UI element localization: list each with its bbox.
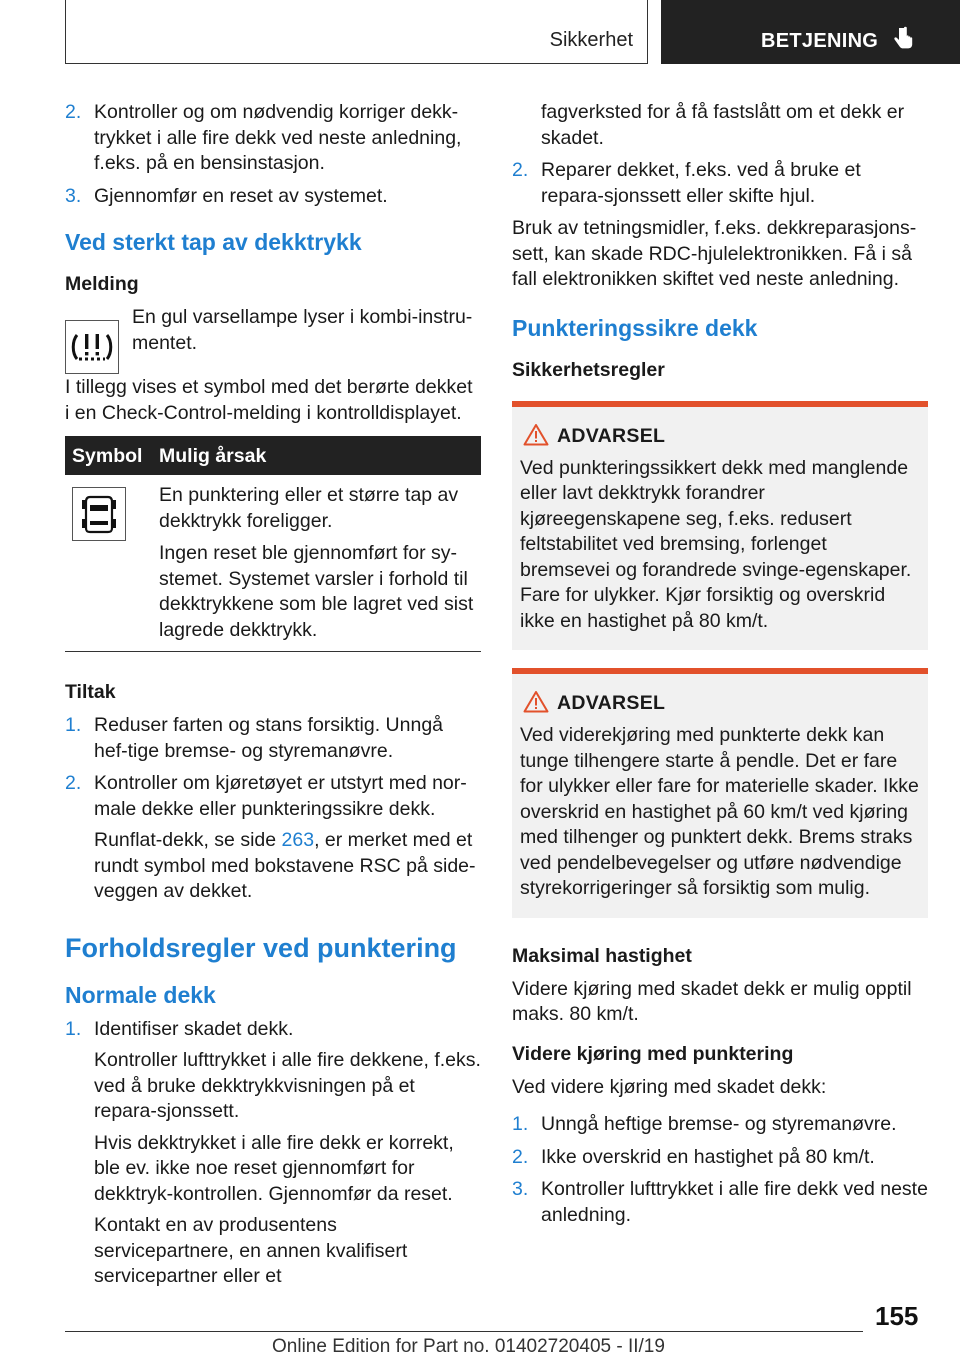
list-item bbox=[65, 771, 481, 905]
repair-list bbox=[512, 158, 928, 209]
item-number: 2. bbox=[65, 101, 82, 123]
item-text: Identifiser skadet dekk. bbox=[94, 1017, 294, 1040]
list-item bbox=[65, 184, 481, 210]
message-block bbox=[65, 305, 481, 367]
item-text: Kontroller lufttrykket i alle fire dekk ved neste anledning. bbox=[541, 1178, 928, 1226]
warning-box-2 bbox=[512, 668, 928, 918]
item-text: Gjennomfør en reset av systemet. bbox=[94, 184, 388, 207]
tire-pressure-warning-icon bbox=[65, 320, 119, 374]
item-number: 1. bbox=[65, 1017, 82, 1040]
runflat-text-post: , er merket med et rundt symbol med bokstavene RSC på side-veggen av dekket. bbox=[94, 829, 476, 902]
right-column bbox=[512, 100, 928, 1235]
item-number: 3. bbox=[512, 1178, 529, 1200]
warning-text: Ved punkteringssikkert dekk med manglende eller lavt dekktrykk forandrer kjøreegenskapene seg, f.eks. redusert feltstabilitet ved bremsing, forlenget bremsevei og forandrede svinge-egenskaper. Fare for ulykker. Kjør forsiktig og overskrid ikke en hastighet på 80 km/t. bbox=[520, 456, 912, 632]
warning-title bbox=[557, 425, 920, 448]
warning-triangle-icon bbox=[523, 423, 549, 446]
symbol-table bbox=[65, 436, 481, 652]
left-column bbox=[65, 100, 481, 1297]
item-subtext: Kontroller lufttrykket i alle fire dekkene, f.eks. ved å bruke dekktrykkvisningen på et repara-sjonssett. bbox=[94, 1049, 481, 1122]
steps-list-a bbox=[65, 100, 481, 209]
label-max-speed: Maksimal hastighet bbox=[512, 944, 692, 967]
section-tab bbox=[65, 0, 648, 64]
chapter-tab bbox=[661, 0, 960, 64]
list-item bbox=[65, 1017, 481, 1290]
footer-edition: Online Edition for Part no. 01402720405 - II/19 bbox=[272, 1336, 665, 1357]
pointing-hand-icon bbox=[893, 26, 915, 52]
chapter-title: BETJENING bbox=[761, 30, 879, 52]
runflat-text-pre: Runflat-dekk, se side bbox=[94, 829, 282, 851]
heading-pressure-loss: Ved sterkt tap av dekktrykk bbox=[65, 229, 362, 255]
cause-2: Ingen reset ble gjennomført for sy-stemet. Systemet varsler i forhold til dekktrykkene som ble lagret ved sist lagrede dekktrykk. bbox=[159, 542, 474, 641]
heading-runflat: Punkteringssikre dekk bbox=[512, 314, 758, 341]
item-number: 1. bbox=[512, 1113, 529, 1135]
label-melding: Melding bbox=[65, 273, 139, 295]
col-symbol: Symbol bbox=[72, 445, 143, 467]
runflat-note bbox=[94, 828, 481, 905]
list-item bbox=[512, 1177, 928, 1228]
col-cause: Mulig årsak bbox=[159, 445, 267, 467]
item-text: Kontroller om kjøretøyet er utstyrt med nor-male dekke eller punkteringssikre dekk. bbox=[94, 772, 467, 820]
list-item bbox=[65, 100, 481, 177]
warning-box-1 bbox=[512, 401, 928, 651]
message-text: En gul varsellampe lyser i kombi-instru-mentet. bbox=[132, 306, 473, 354]
continued-text: fagverksted for å få fastslått om et dekk er skadet. bbox=[541, 101, 905, 149]
item-text: Kontroller og om nødvendig korriger dekk-trykket i alle fire dekk ved neste anledning, f.eks. på en bensinstasjon. bbox=[94, 101, 462, 174]
list-item bbox=[512, 158, 928, 209]
item-text: Reduser farten og stans forsiktig. Unngå hef-tige bremse- og styremanøvre. bbox=[94, 714, 444, 762]
list-item bbox=[512, 1145, 928, 1171]
footer-divider bbox=[65, 1331, 863, 1332]
heading-normal-tires: Normale dekk bbox=[65, 981, 216, 1008]
item-subtext: Kontakt en av produsentens servicepartnere, en annen kvalifisert servicepartner eller et bbox=[94, 1214, 408, 1287]
message-details: I tillegg vises et symbol med det berørte dekket i en Check-Control-melding i kontrolldisplayet. bbox=[65, 376, 473, 424]
item-number: 2. bbox=[512, 1145, 529, 1168]
page-number: 155 bbox=[875, 1301, 919, 1331]
item-text: Ikke overskrid en hastighet på 80 km/t. bbox=[541, 1145, 875, 1168]
warning-title-text: ADVARSEL bbox=[557, 424, 666, 447]
page-header bbox=[0, 0, 960, 66]
item-number: 3. bbox=[65, 184, 82, 207]
label-safety-rules: Sikkerhetsregler bbox=[512, 358, 665, 381]
table-header bbox=[65, 436, 481, 475]
item-text: Unngå heftige bremse- og styremanøvre. bbox=[541, 1113, 897, 1135]
item-number: 2. bbox=[65, 772, 82, 794]
warning-triangle-icon bbox=[523, 690, 549, 713]
label-continued-driving: Videre kjøring med punktering bbox=[512, 1042, 794, 1065]
heading-precautions: Forholdsregler ved punktering bbox=[65, 932, 457, 963]
list-item bbox=[512, 1112, 928, 1138]
car-tire-symbol-icon bbox=[72, 487, 126, 541]
item-number: 2. bbox=[512, 159, 529, 181]
item-number: 1. bbox=[65, 714, 82, 736]
warning-title-text: ADVARSEL bbox=[557, 692, 666, 714]
item-text: Reparer dekket, f.eks. ved å bruke et repara-sjonssett eller skifte hjul. bbox=[541, 159, 861, 207]
max-speed-text: Videre kjøring med skadet dekk er mulig opptil maks. 80 km/t. bbox=[512, 977, 912, 1025]
warning-title bbox=[557, 692, 920, 715]
item-subtext: Hvis dekktrykket i alle fire dekk er korrekt, ble ev. ikke noe reset gjennomført for dekktryk-kontrollen. Gjennomfør da reset. bbox=[94, 1131, 454, 1205]
warning-text: Ved viderekjøring med punkterte dekk kan tunge tilhengere starte å pendle. Det er fare for ulykker eller fare for materielle skader. Ikke overskrid en hastighet på 60 km/t ved kjøring med tilhenger og punktert dekk. Brems straks ved pendelbevegelser og utføre nødvendige styrekorrigeringer så forsiktig som mulig. bbox=[520, 724, 919, 899]
list-item bbox=[65, 713, 481, 764]
sealant-text: Bruk av tetningsmidler, f.eks. dekkreparasjons-sett, kan skade RDC-hjulelektronikken. Få i så fall elektronikken skiftet ved neste anledning. bbox=[512, 217, 917, 290]
page-link-263[interactable]: 263 bbox=[281, 829, 315, 851]
tiltak-list bbox=[65, 713, 481, 905]
continued-intro: Ved videre kjøring med skadet dekk: bbox=[512, 1075, 827, 1098]
normal-tires-list bbox=[65, 1017, 481, 1290]
continued-list bbox=[512, 1112, 928, 1228]
table-row bbox=[65, 475, 481, 652]
cause-1: En punktering eller et større tap av dekktrykk foreligger. bbox=[159, 484, 459, 532]
label-tiltak: Tiltak bbox=[65, 681, 116, 703]
section-title: Sikkerhet bbox=[549, 29, 633, 51]
